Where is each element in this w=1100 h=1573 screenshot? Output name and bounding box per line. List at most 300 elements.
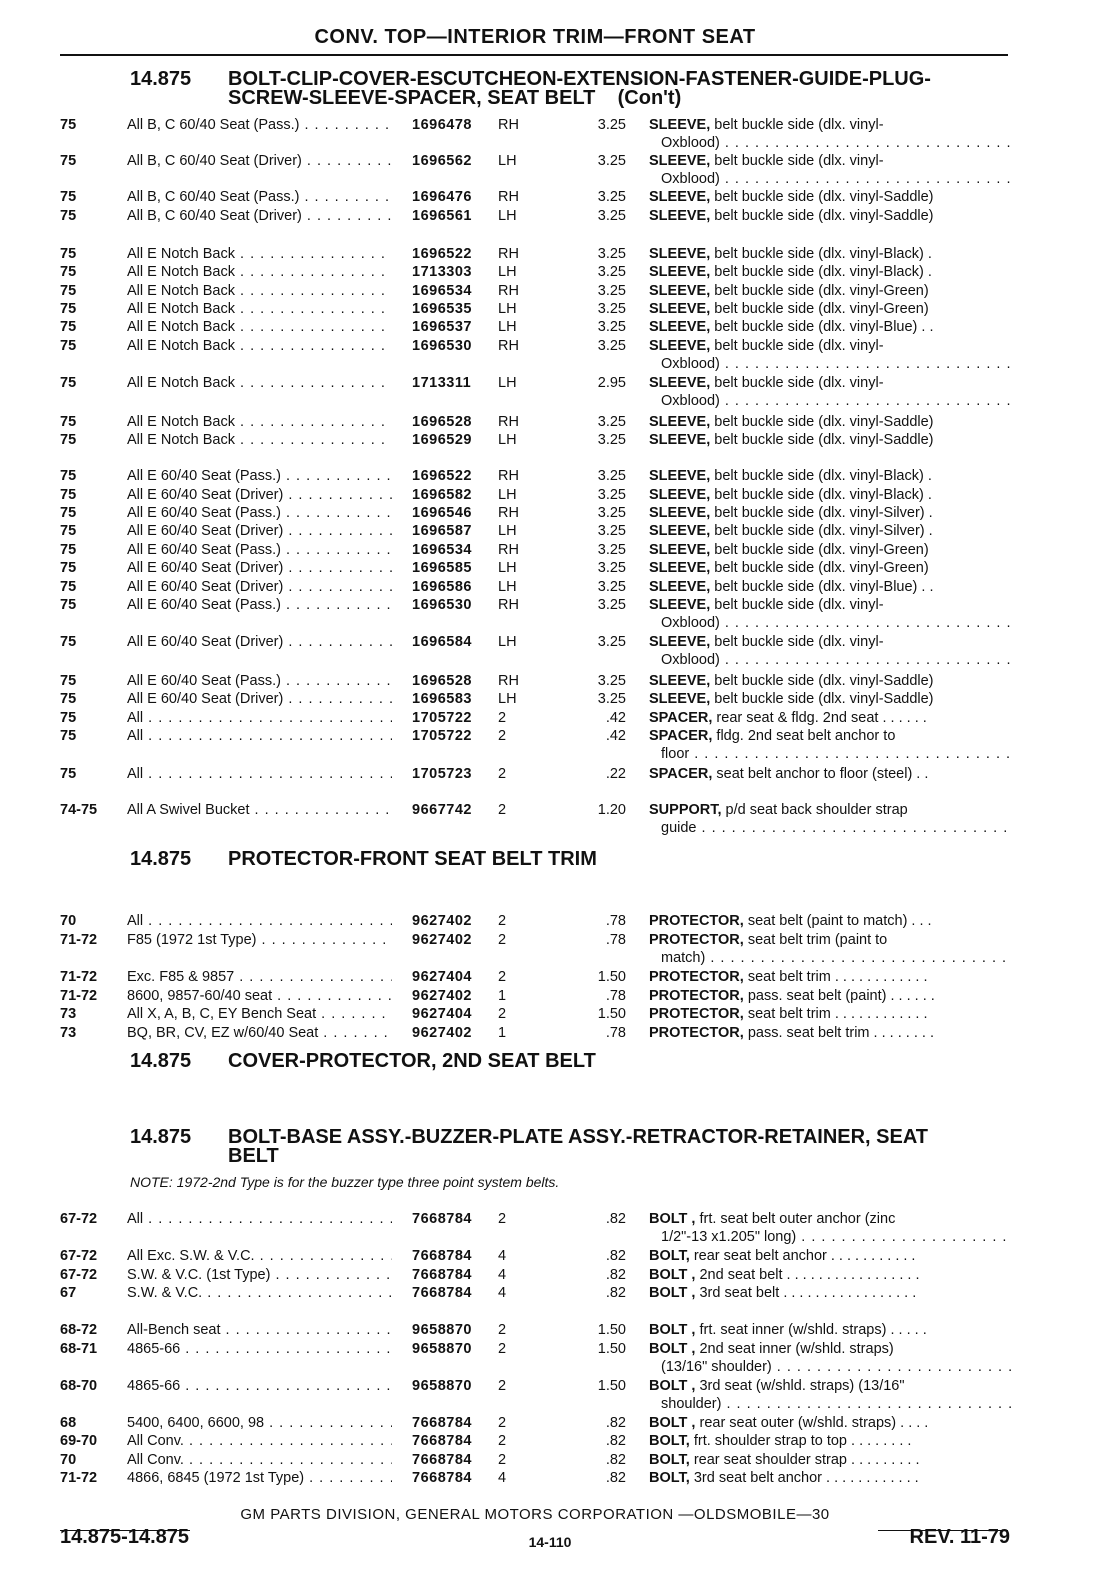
description-continuation: Oxblood) . . .	[649, 170, 1011, 188]
model-year: 75	[60, 691, 77, 707]
description-text: seat belt trim (paint to	[747, 932, 888, 948]
quantity: 4	[498, 1248, 507, 1264]
part-description	[649, 541, 1011, 559]
part-number: 9658870	[412, 1378, 472, 1394]
part-number: 1696478	[412, 117, 472, 133]
table-row	[0, 1340, 1100, 1375]
part-number: 1696546	[412, 505, 472, 521]
list-price: 2.95	[597, 375, 626, 391]
description-text: belt buckle side (dlx. vinyl-Black) .	[714, 246, 932, 262]
model-year: 75	[60, 432, 77, 448]
part-name: PROTECTOR,	[649, 1025, 744, 1041]
part-name: BOLT ,	[649, 1378, 696, 1394]
description-text: belt buckle side (dlx. vinyl-	[714, 338, 884, 354]
part-number: 1705723	[412, 766, 472, 782]
model-year: 74-75	[60, 802, 98, 818]
table-row	[0, 1377, 1100, 1412]
table-row	[0, 578, 1100, 596]
part-name: SLEEVE,	[649, 523, 711, 539]
part-number: 1696584	[412, 634, 472, 650]
description-continuation: (13/16" shoulder) . . .	[649, 1358, 1011, 1376]
model-applicability: All Exc. S.W. & V.C. . . .	[127, 1247, 392, 1265]
list-price: 3.25	[597, 189, 626, 205]
description-continuation: Oxblood) . . .	[649, 134, 1011, 152]
description-text: 2nd seat belt . . . . . . . . . . . . . . . . .	[699, 1267, 920, 1283]
part-name: SLEEVE,	[649, 153, 711, 169]
part-name: SPACER,	[649, 710, 713, 726]
quantity: RH	[498, 117, 519, 133]
part-number: 9627404	[412, 1006, 472, 1022]
description-text: fldg. 2nd seat belt anchor to	[716, 728, 896, 744]
part-number: 1696530	[412, 338, 472, 354]
part-description	[649, 504, 1011, 522]
quantity: 2	[498, 802, 507, 818]
section-heading-4	[130, 1128, 928, 1166]
part-number: 7668784	[412, 1415, 472, 1431]
table-row	[0, 1247, 1100, 1265]
quantity: 2	[498, 1415, 507, 1431]
quantity: 2	[498, 969, 507, 985]
model-applicability: 4866, 6845 (1972 1st Type) . . .	[127, 1469, 392, 1487]
part-name: BOLT ,	[649, 1211, 696, 1227]
part-name: SLEEVE,	[649, 301, 711, 317]
list-price: 3.25	[597, 505, 626, 521]
quantity: LH	[498, 301, 517, 317]
part-name: BOLT ,	[649, 1267, 696, 1283]
quantity: LH	[498, 208, 517, 224]
model-year: 69-70	[60, 1433, 98, 1449]
part-name: SLEEVE,	[649, 691, 711, 707]
part-name: SLEEVE,	[649, 673, 711, 689]
list-price: 3.25	[597, 283, 626, 299]
part-description	[649, 559, 1011, 577]
model-applicability: All E 60/40 Seat (Driver) . . .	[127, 633, 392, 651]
model-applicability: All E Notch Back . . .	[127, 318, 392, 336]
list-price: 1.50	[597, 1341, 626, 1357]
table-row	[0, 116, 1100, 151]
section-number: 14.875	[130, 68, 192, 90]
section-title: COVER-PROTECTOR, 2ND SEAT BELT	[228, 1050, 596, 1072]
part-description	[649, 337, 1011, 373]
description-text: frt. seat inner (w/shld. straps) . . . . .	[699, 1322, 927, 1338]
description-text: 3rd seat belt . . . . . . . . . . . . . . . . .	[699, 1285, 917, 1301]
quantity: LH	[498, 375, 517, 391]
part-name: SLEEVE,	[649, 634, 711, 650]
quantity: 2	[498, 710, 507, 726]
description-text: frt. shoulder strap to top . . . . . . . .	[693, 1433, 912, 1449]
model-year: 67-72	[60, 1248, 98, 1264]
list-price: .82	[605, 1452, 626, 1468]
part-number: 1696587	[412, 523, 472, 539]
section-heading-1	[130, 70, 931, 108]
quantity: 2	[498, 1341, 507, 1357]
model-year: 68-71	[60, 1341, 98, 1357]
description-text: belt buckle side (dlx. vinyl-	[714, 117, 884, 133]
list-price: 1.50	[597, 1006, 626, 1022]
part-name: SLEEVE,	[649, 117, 711, 133]
part-name: SLEEVE,	[649, 487, 711, 503]
part-name: SLEEVE,	[649, 319, 711, 335]
part-number: 7668784	[412, 1433, 472, 1449]
description-text: belt buckle side (dlx. vinyl-Saddle)	[714, 691, 934, 707]
model-year: 75	[60, 634, 77, 650]
list-price: 3.25	[597, 673, 626, 689]
part-description	[649, 912, 1011, 930]
table-row	[0, 337, 1100, 372]
part-name: BOLT,	[649, 1433, 690, 1449]
table-row	[0, 282, 1100, 300]
part-name: BOLT,	[649, 1452, 690, 1468]
list-price: .78	[605, 913, 626, 929]
table-row	[0, 374, 1100, 409]
part-description	[649, 1266, 1011, 1284]
part-number: 1696528	[412, 414, 472, 430]
table-row	[0, 765, 1100, 783]
description-text: seat belt trim . . . . . . . . . . . .	[747, 1006, 928, 1022]
quantity: RH	[498, 338, 519, 354]
list-price: 3.25	[597, 319, 626, 335]
table-row	[0, 690, 1100, 708]
part-description	[649, 207, 1011, 225]
description-text: belt buckle side (dlx. vinyl-Saddle)	[714, 189, 934, 205]
model-applicability: All Conv. . . .	[127, 1451, 392, 1469]
list-price: 3.25	[597, 560, 626, 576]
description-continuation: Oxblood) . . .	[649, 651, 1011, 669]
model-applicability: All . . .	[127, 912, 392, 930]
model-applicability: All E 60/40 Seat (Pass.) . . .	[127, 596, 392, 614]
model-year: 68-72	[60, 1322, 98, 1338]
quantity: 4	[498, 1267, 507, 1283]
table-row	[0, 1210, 1100, 1245]
part-name: SUPPORT,	[649, 802, 722, 818]
model-applicability: All E 60/40 Seat (Driver) . . .	[127, 486, 392, 504]
description-text: frt. seat belt outer anchor (zinc	[699, 1211, 896, 1227]
list-price: .82	[605, 1211, 626, 1227]
part-number: 9658870	[412, 1322, 472, 1338]
section-title-line2: SCREW-SLEEVE-SPACER, SEAT BELT (Con't)	[228, 87, 682, 109]
list-price: 3.25	[597, 579, 626, 595]
table-row	[0, 541, 1100, 559]
quantity: LH	[498, 264, 517, 280]
list-price: .22	[605, 766, 626, 782]
part-number: 1696528	[412, 673, 472, 689]
part-number: 1696476	[412, 189, 472, 205]
model-year: 70	[60, 913, 77, 929]
note-text: NOTE: 1972-2nd Type is for the buzzer type three point system belts.	[130, 1174, 560, 1190]
description-text: 3rd seat belt anchor . . . . . . . . . . . .	[693, 1470, 919, 1486]
part-name: PROTECTOR,	[649, 1006, 744, 1022]
quantity: LH	[498, 691, 517, 707]
table-row	[0, 633, 1100, 668]
model-applicability: All E 60/40 Seat (Pass.) . . .	[127, 504, 392, 522]
quantity: 1	[498, 988, 507, 1004]
part-description	[649, 300, 1011, 318]
part-description	[649, 765, 1011, 783]
description-text: belt buckle side (dlx. vinyl-Black) .	[714, 264, 932, 280]
part-description	[649, 522, 1011, 540]
part-description	[649, 1451, 1011, 1469]
part-name: SLEEVE,	[649, 560, 711, 576]
part-number: 1705722	[412, 710, 472, 726]
model-year: 73	[60, 1006, 77, 1022]
section-heading-3	[130, 1052, 596, 1071]
description-continuation: Oxblood) . . .	[649, 392, 1011, 410]
quantity: 2	[498, 1452, 507, 1468]
table-row	[0, 727, 1100, 762]
table-row	[0, 486, 1100, 504]
quantity: 2	[498, 913, 507, 929]
description-text: belt buckle side (dlx. vinyl-Green)	[714, 283, 929, 299]
description-text: belt buckle side (dlx. vinyl-	[714, 634, 884, 650]
list-price: 3.25	[597, 597, 626, 613]
model-applicability: All E 60/40 Seat (Driver) . . .	[127, 690, 392, 708]
header-rule	[60, 54, 1008, 56]
description-text: belt buckle side (dlx. vinyl-Blue) . .	[714, 579, 934, 595]
table-row	[0, 672, 1100, 690]
list-price: 3.25	[597, 691, 626, 707]
model-applicability: All Conv. . . .	[127, 1432, 392, 1450]
part-name: SLEEVE,	[649, 283, 711, 299]
description-text: belt buckle side (dlx. vinyl-Green)	[714, 542, 929, 558]
part-name: PROTECTOR,	[649, 932, 744, 948]
part-number: 1696582	[412, 487, 472, 503]
model-applicability: All E Notch Back . . .	[127, 337, 392, 355]
part-number: 9627402	[412, 988, 472, 1004]
table-row	[0, 1451, 1100, 1469]
quantity: RH	[498, 673, 519, 689]
list-price: 3.25	[597, 301, 626, 317]
part-description	[649, 431, 1011, 449]
model-applicability: BQ, BR, CV, EZ w/60/40 Seat . . .	[127, 1024, 392, 1042]
part-number: 1696534	[412, 542, 472, 558]
part-description	[649, 968, 1011, 986]
part-name: PROTECTOR,	[649, 969, 744, 985]
model-year: 75	[60, 117, 77, 133]
part-number: 1696530	[412, 597, 472, 613]
list-price: 1.50	[597, 1378, 626, 1394]
model-year: 75	[60, 597, 77, 613]
quantity: 2	[498, 1211, 507, 1227]
part-description	[649, 1005, 1011, 1023]
model-applicability: 8600, 9857-60/40 seat . . .	[127, 987, 392, 1005]
model-year: 75	[60, 208, 77, 224]
list-price: 3.25	[597, 468, 626, 484]
table-row	[0, 152, 1100, 187]
section-heading-2	[130, 850, 597, 869]
quantity: RH	[498, 189, 519, 205]
list-price: .82	[605, 1470, 626, 1486]
quantity: 2	[498, 932, 507, 948]
model-year: 68	[60, 1415, 77, 1431]
list-price: .42	[605, 710, 626, 726]
table-row	[0, 207, 1100, 225]
part-description	[649, 727, 1011, 763]
part-description	[649, 116, 1011, 152]
model-year: 75	[60, 579, 77, 595]
description-text: 2nd seat inner (w/shld. straps)	[699, 1341, 894, 1357]
model-applicability: All B, C 60/40 Seat (Pass.) . . .	[127, 188, 392, 206]
part-number: 1713311	[412, 375, 472, 391]
part-number: 9667742	[412, 802, 472, 818]
model-applicability: All E 60/40 Seat (Driver) . . .	[127, 522, 392, 540]
model-applicability: 4865-66 . . .	[127, 1377, 392, 1395]
description-text: seat belt anchor to floor (steel) . .	[716, 766, 929, 782]
part-number: 1696522	[412, 246, 472, 262]
part-name: SLEEVE,	[649, 432, 711, 448]
footer-page-number: 14-110	[528, 1534, 572, 1550]
description-text: belt buckle side (dlx. vinyl-Saddle)	[714, 208, 934, 224]
description-text: belt buckle side (dlx. vinyl-Silver) .	[714, 523, 933, 539]
model-year: 75	[60, 338, 77, 354]
description-text: pass. seat belt trim . . . . . . . .	[747, 1025, 934, 1041]
part-description	[649, 596, 1011, 632]
part-description	[649, 245, 1011, 263]
part-number: 9627402	[412, 913, 472, 929]
list-price: 3.25	[597, 153, 626, 169]
section-title-line2: BELT	[228, 1145, 279, 1167]
table-row	[0, 1266, 1100, 1284]
part-description	[649, 690, 1011, 708]
table-row	[0, 709, 1100, 727]
model-applicability: All E Notch Back . . .	[127, 431, 392, 449]
model-applicability: All E 60/40 Seat (Driver) . . .	[127, 559, 392, 577]
model-applicability: S.W. & V.C. . . .	[127, 1284, 392, 1302]
list-price: .78	[605, 988, 626, 1004]
section-number: 14.875	[130, 848, 192, 870]
table-row	[0, 559, 1100, 577]
table-row	[0, 1024, 1100, 1042]
model-year: 75	[60, 375, 77, 391]
part-name: SLEEVE,	[649, 579, 711, 595]
part-number: 1696583	[412, 691, 472, 707]
quantity: RH	[498, 597, 519, 613]
part-number: 9627404	[412, 969, 472, 985]
description-text: belt buckle side (dlx. vinyl-Blue) . .	[714, 319, 934, 335]
description-text: belt buckle side (dlx. vinyl-Saddle)	[714, 432, 934, 448]
description-text: belt buckle side (dlx. vinyl-Black) .	[714, 487, 932, 503]
description-text: belt buckle side (dlx. vinyl-Saddle)	[714, 673, 934, 689]
part-description	[649, 1024, 1011, 1042]
model-year: 67-72	[60, 1211, 98, 1227]
model-year: 71-72	[60, 988, 98, 1004]
description-text: seat belt (paint to match) . . .	[747, 913, 932, 929]
model-year: 75	[60, 468, 77, 484]
part-name: SLEEVE,	[649, 338, 711, 354]
model-year: 75	[60, 189, 77, 205]
list-price: 3.25	[597, 117, 626, 133]
list-price: .78	[605, 932, 626, 948]
quantity: RH	[498, 505, 519, 521]
model-applicability: All E 60/40 Seat (Pass.) . . .	[127, 672, 392, 690]
part-number: 1696535	[412, 301, 472, 317]
table-row	[0, 522, 1100, 540]
model-year: 75	[60, 487, 77, 503]
table-row	[0, 1414, 1100, 1432]
table-row	[0, 1284, 1100, 1302]
part-name: SPACER,	[649, 728, 713, 744]
description-text: p/d seat back shoulder strap	[725, 802, 908, 818]
model-applicability: All B, C 60/40 Seat (Driver) . . .	[127, 207, 392, 225]
model-year: 75	[60, 710, 77, 726]
model-applicability: All E Notch Back . . .	[127, 282, 392, 300]
quantity: 2	[498, 1378, 507, 1394]
model-applicability: All A Swivel Bucket . . .	[127, 801, 392, 819]
part-name: SLEEVE,	[649, 208, 711, 224]
model-year: 71-72	[60, 1470, 98, 1486]
part-name: SLEEVE,	[649, 414, 711, 430]
part-description	[649, 486, 1011, 504]
description-text: seat belt trim . . . . . . . . . . . .	[747, 969, 928, 985]
table-row	[0, 1432, 1100, 1450]
description-text: belt buckle side (dlx. vinyl-Green)	[714, 560, 929, 576]
model-year: 71-72	[60, 969, 98, 985]
model-applicability: All E Notch Back . . .	[127, 413, 392, 431]
model-applicability: All E 60/40 Seat (Pass.) . . .	[127, 541, 392, 559]
part-description	[649, 709, 1011, 727]
part-description	[649, 282, 1011, 300]
table-row	[0, 987, 1100, 1005]
part-number: 7668784	[412, 1267, 472, 1283]
table-row	[0, 1469, 1100, 1487]
part-name: BOLT ,	[649, 1341, 696, 1357]
list-price: 3.25	[597, 523, 626, 539]
model-applicability: All E 60/40 Seat (Pass.) . . .	[127, 467, 392, 485]
quantity: LH	[498, 487, 517, 503]
description-continuation: Oxblood) . . .	[649, 355, 1011, 373]
model-year: 71-72	[60, 932, 98, 948]
description-text: rear seat & fldg. 2nd seat . . . . . .	[716, 710, 927, 726]
model-applicability: All . . .	[127, 727, 392, 745]
part-name: SLEEVE,	[649, 468, 711, 484]
part-number: 7668784	[412, 1452, 472, 1468]
quantity: 1	[498, 1025, 507, 1041]
part-description	[649, 1247, 1011, 1265]
quantity: RH	[498, 283, 519, 299]
description-text: belt buckle side (dlx. vinyl-Saddle)	[714, 414, 934, 430]
part-description	[649, 318, 1011, 336]
description-text: belt buckle side (dlx. vinyl-Green)	[714, 301, 929, 317]
model-applicability: All E Notch Back . . .	[127, 245, 392, 263]
quantity: RH	[498, 542, 519, 558]
part-name: SLEEVE,	[649, 246, 711, 262]
part-number: 7668784	[412, 1211, 472, 1227]
table-row	[0, 1321, 1100, 1339]
model-year: 75	[60, 560, 77, 576]
list-price: .82	[605, 1285, 626, 1301]
list-price: .42	[605, 728, 626, 744]
table-row	[0, 801, 1100, 836]
list-price: 1.20	[597, 802, 626, 818]
part-name: SPACER,	[649, 766, 713, 782]
part-description	[649, 1414, 1011, 1432]
model-applicability: All . . .	[127, 765, 392, 783]
model-year: 75	[60, 283, 77, 299]
part-number: 9627402	[412, 1025, 472, 1041]
model-applicability: 4865-66 . . .	[127, 1340, 392, 1358]
quantity: LH	[498, 432, 517, 448]
model-applicability: 5400, 6400, 6600, 98 . . .	[127, 1414, 392, 1432]
part-number: 1705722	[412, 728, 472, 744]
description-text: belt buckle side (dlx. vinyl-	[714, 375, 884, 391]
model-year: 75	[60, 246, 77, 262]
model-year: 67-72	[60, 1267, 98, 1283]
part-description	[649, 1469, 1011, 1487]
part-name: BOLT,	[649, 1470, 690, 1486]
list-price: 3.25	[597, 432, 626, 448]
part-number: 1696586	[412, 579, 472, 595]
part-number: 9627402	[412, 932, 472, 948]
list-price: .82	[605, 1433, 626, 1449]
